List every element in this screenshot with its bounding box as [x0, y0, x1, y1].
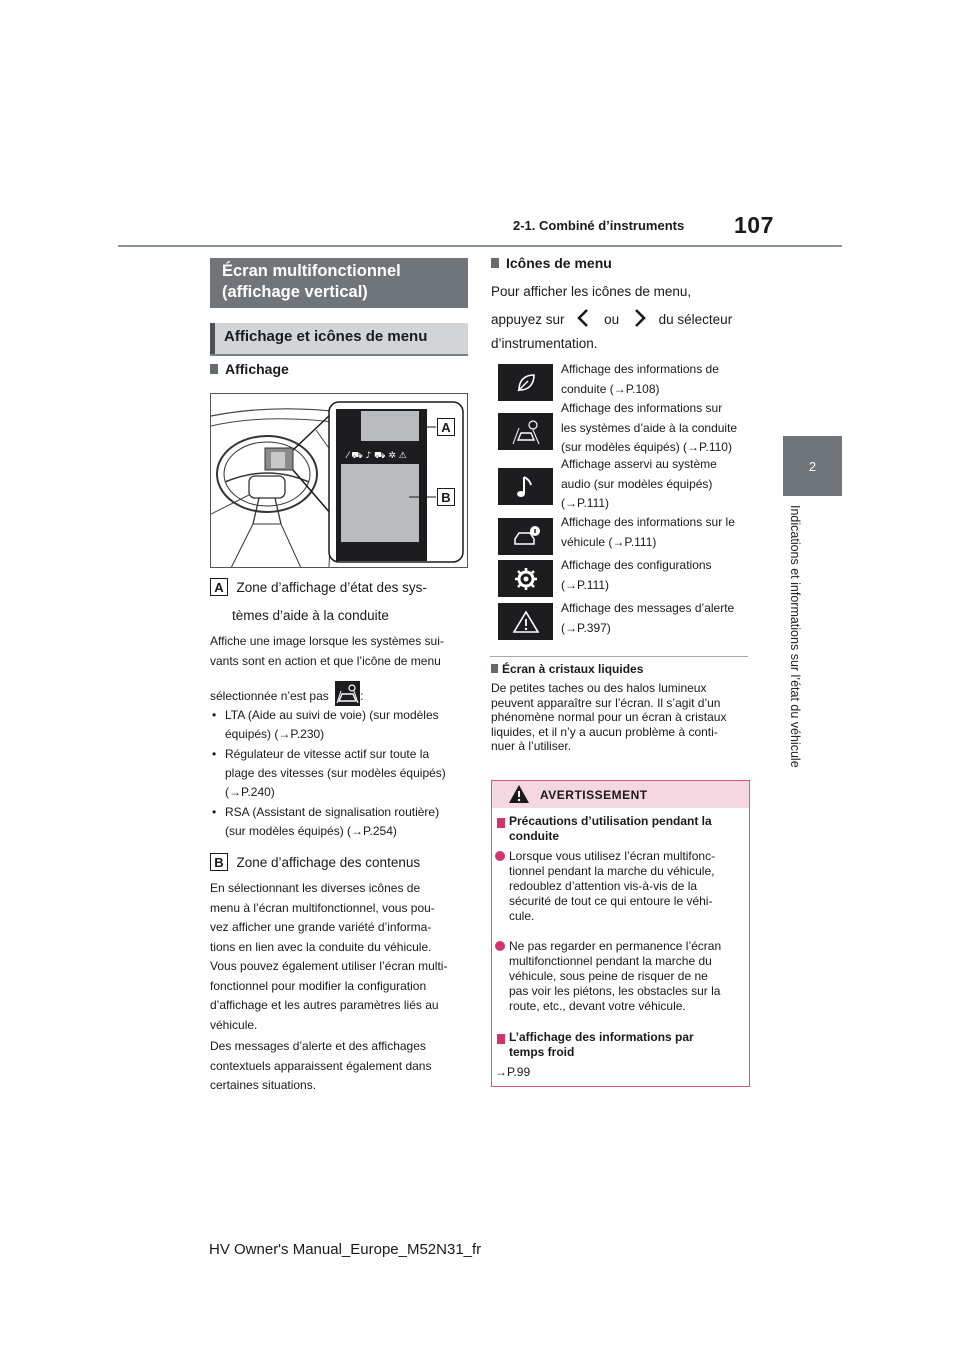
warning-item-line: sécurité de tout ce qui entoure le véhi-: [509, 894, 713, 908]
gear-icon: [498, 560, 553, 597]
icon-desc-line: véhicule (→P.111): [561, 534, 657, 549]
zone-a-label: A: [210, 578, 228, 596]
bullet-mark-2: •: [212, 747, 217, 761]
warning-ref: →P.99: [495, 1065, 531, 1079]
sub-heading-rule: [210, 354, 468, 356]
warning-bullet-dot: [495, 941, 505, 951]
zone-a-body-colon: :: [360, 689, 364, 703]
warning-heading1-line: conduite: [509, 829, 559, 843]
driver-assist-icon: [498, 413, 553, 450]
chapter-tab: [783, 436, 842, 496]
warning-item1: [509, 849, 715, 924]
intro-or-text: ou: [604, 312, 620, 327]
menu-icon-row-driving-info: [498, 360, 750, 400]
figure-label-b: B: [437, 488, 455, 506]
lcd-body-line: liquides, et il n’y a aucun problème à conti-: [491, 724, 718, 739]
header-rule: [118, 245, 842, 247]
warning-title: AVERTISSEMENT: [540, 788, 648, 802]
intro-selector-text: du sélecteur: [658, 312, 733, 327]
zone-b-body2: [210, 1037, 431, 1096]
bullet-mark-3: •: [212, 805, 217, 819]
warning-heading1-line: Précautions d’utilisation pendant la: [509, 814, 712, 828]
figure-label-a: A: [437, 418, 455, 436]
zone-b-body2-line: Des messages d’alerte et des affichages: [210, 1039, 426, 1053]
sub-heading: Affichage et icônes de menu: [210, 323, 468, 354]
bullet-3-line1: RSA (Assistant de signalisation routière): [225, 805, 440, 819]
zone-b-body-line: tions en lien avec la conduite du véhicule.: [210, 939, 432, 954]
warning-triangle-icon: [508, 784, 530, 809]
intro-line3: d’instrumentation.: [491, 336, 598, 351]
footer-manual-id: HV Owner's Manual_Europe_M52N31_fr: [209, 1241, 482, 1258]
icon-desc-line: (→P.111): [561, 577, 610, 592]
warning-item-line: pas voir les piétons, les obstacles sur la: [509, 984, 721, 998]
icon-desc-line: audio (sur modèles équipés): [561, 476, 713, 491]
chevron-right-icon: [629, 308, 649, 328]
warning-item-line: route, etc., devant votre véhicule.: [509, 999, 686, 1013]
lcd-body-line: phénomène normal pour un écran à cristaux: [491, 710, 727, 724]
section-title: 2-1. Combiné d’instruments: [513, 218, 685, 233]
lcd-body-line: peuvent apparaître sur l’écran. Il s’agit d’un: [491, 695, 721, 710]
lcd-section-rule: [490, 656, 748, 657]
icon-desc-line: Affichage des informations sur: [561, 401, 723, 415]
music-note-icon: [498, 468, 553, 505]
warning-item-line: redoublez d’attention vis-à-vis de la: [509, 879, 698, 893]
zone-a-title: [210, 578, 427, 598]
warning-heading2: [509, 1030, 694, 1060]
icon-desc-line: Affichage des messages d’alerte: [561, 601, 735, 615]
warning-item-line: Lorsque vous utilisez l’écran multifonc-: [509, 849, 716, 863]
bullet-mark-1: •: [212, 708, 217, 722]
icon-desc-line: (→P.111): [561, 496, 610, 510]
main-heading-line2: (affichage vertical): [222, 283, 368, 301]
zone-b-title-text: Zone d’affichage des contenus: [236, 855, 421, 870]
warning-icon: [498, 603, 553, 640]
menu-icon-row-vehicle-info: [498, 513, 750, 555]
menu-icons-heading-text: Icônes de menu: [506, 255, 612, 271]
square-bullet-icon: [210, 364, 218, 374]
square-bullet-icon: [491, 664, 498, 673]
chapter-number: 2: [808, 458, 817, 474]
menu-icon-row-warnings: [498, 599, 750, 641]
zone-a-body-line1: Affiche une image lorsque les systèmes sui-: [210, 634, 444, 648]
warning-bullet-dot: [495, 851, 505, 861]
cluster-illustration: [211, 394, 468, 568]
icon-desc-line: Affichage des informations de: [561, 362, 719, 376]
zone-b-body2-line: contextuels apparaissent également dans: [210, 1058, 432, 1073]
warning-heading1: [509, 814, 712, 844]
square-bullet-icon: [497, 1034, 505, 1044]
vehicle-info-icon: [498, 518, 553, 555]
warning-heading2-line: temps froid: [509, 1045, 575, 1059]
square-bullet-icon: [497, 818, 505, 828]
zone-b-body-line: fonctionnel pour modifier la configuration: [210, 978, 427, 993]
zone-b-body: [210, 879, 447, 1035]
warning-item2: [509, 939, 721, 1014]
lcd-body-line: De petites taches ou des halos lumineux: [491, 681, 707, 695]
driver-assist-icon: [335, 681, 360, 706]
warning-item-line: tionnel pendant la marche du véhicule,: [509, 864, 715, 878]
leaf-icon: [498, 364, 553, 401]
icon-desc-line: Affichage asservi au système: [561, 457, 717, 471]
lcd-heading: [491, 662, 643, 676]
intro-line1: Pour afficher les icônes de menu,: [491, 284, 692, 299]
bullet-2-line3: (→P.240): [225, 785, 275, 799]
display-heading-text: Affichage: [225, 361, 289, 377]
square-bullet-icon: [491, 258, 499, 268]
chapter-title-vertical: [774, 505, 814, 795]
zone-b-body-line: véhicule.: [210, 1017, 258, 1032]
zone-a-body-line2: vants sont en action et que l’icône de menu: [210, 654, 441, 668]
menu-icon-row-settings: [498, 556, 750, 598]
instrument-cluster-figure: [210, 393, 468, 568]
zone-b-label: B: [210, 853, 228, 871]
chapter-title: Indications et informations sur l’état du véhicule: [788, 505, 802, 768]
zone-b-body-line: menu à l’écran multifonctionnel, vous pou-: [210, 900, 435, 915]
menu-icon-row-driver-assist: [498, 399, 750, 457]
icon-desc-line: conduite (→P.108): [561, 381, 660, 396]
menu-icons-heading: [491, 255, 612, 271]
zone-a-title-line2: tèmes d’aide à la conduite: [232, 608, 389, 623]
svg-text:⁄ ⛟ ♪ ⛟ ✲ ⚠: ⁄ ⛟ ♪ ⛟ ✲ ⚠: [347, 451, 407, 461]
warning-item-line: véhicule, sous peine de risquer de ne: [509, 969, 708, 983]
icon-desc-line: (sur modèles équipés) (→P.110): [561, 440, 732, 454]
menu-icon-row-audio: [498, 455, 750, 513]
zone-b-title: [210, 853, 420, 873]
intro-line2: [491, 308, 732, 330]
icon-desc-line: Affichage des informations sur le: [561, 515, 735, 529]
display-heading: [210, 361, 289, 377]
zone-b-body2-line: certaines situations.: [210, 1078, 317, 1092]
icon-desc-line: les systèmes d’aide à la conduite: [561, 420, 738, 435]
zone-b-body-line: Vous pouvez également utiliser l’écran multi-: [210, 959, 448, 973]
bullet-2-line1: Régulateur de vitesse actif sur toute la: [225, 747, 430, 761]
page-number: 107: [734, 212, 774, 238]
warning-item-line: multifonctionnel pendant la marche du: [509, 954, 712, 968]
zone-b-body-line: d’affichage et les autres paramètres liés au: [210, 998, 439, 1012]
bullet-2-line2: plage des vitesses (sur modèles équipés): [225, 766, 446, 780]
main-heading: [210, 258, 468, 308]
lcd-heading-text: Écran à cristaux liquides: [502, 662, 644, 676]
warning-item-line: cule.: [509, 909, 535, 923]
zone-a-body-line3: [210, 681, 363, 707]
warning-item-line: Ne pas regarder en permanence l’écran: [509, 939, 722, 953]
zone-b-body-line: En sélectionnant les diverses icônes de: [210, 881, 421, 895]
zone-a-body-line3-text: sélectionnée n’est pas: [210, 689, 329, 703]
bullet-3-line2: (sur modèles équipés) (→P.254): [225, 824, 397, 838]
bullet-1-line2: équipés) (→P.230): [225, 727, 325, 741]
icon-desc-line: (→P.397): [561, 620, 611, 635]
lcd-body: [491, 681, 726, 754]
lcd-body-line: nuer à l’utiliser.: [491, 739, 572, 753]
warning-heading2-line: L’affichage des informations par: [509, 1030, 694, 1044]
zone-b-body-line: vez afficher une grande variété d’informa-: [210, 920, 432, 934]
zone-a-title-line1: Zone d’affichage d’état des sys-: [236, 580, 427, 595]
main-heading-line1: Écran multifonctionnel: [222, 262, 401, 280]
chevron-left-icon: [574, 308, 594, 328]
intro-press-text: appuyez sur: [491, 312, 565, 327]
icon-desc-line: Affichage des configurations: [561, 558, 712, 572]
bullet-1-line1: LTA (Aide au suivi de voie) (sur modèles: [225, 708, 439, 722]
